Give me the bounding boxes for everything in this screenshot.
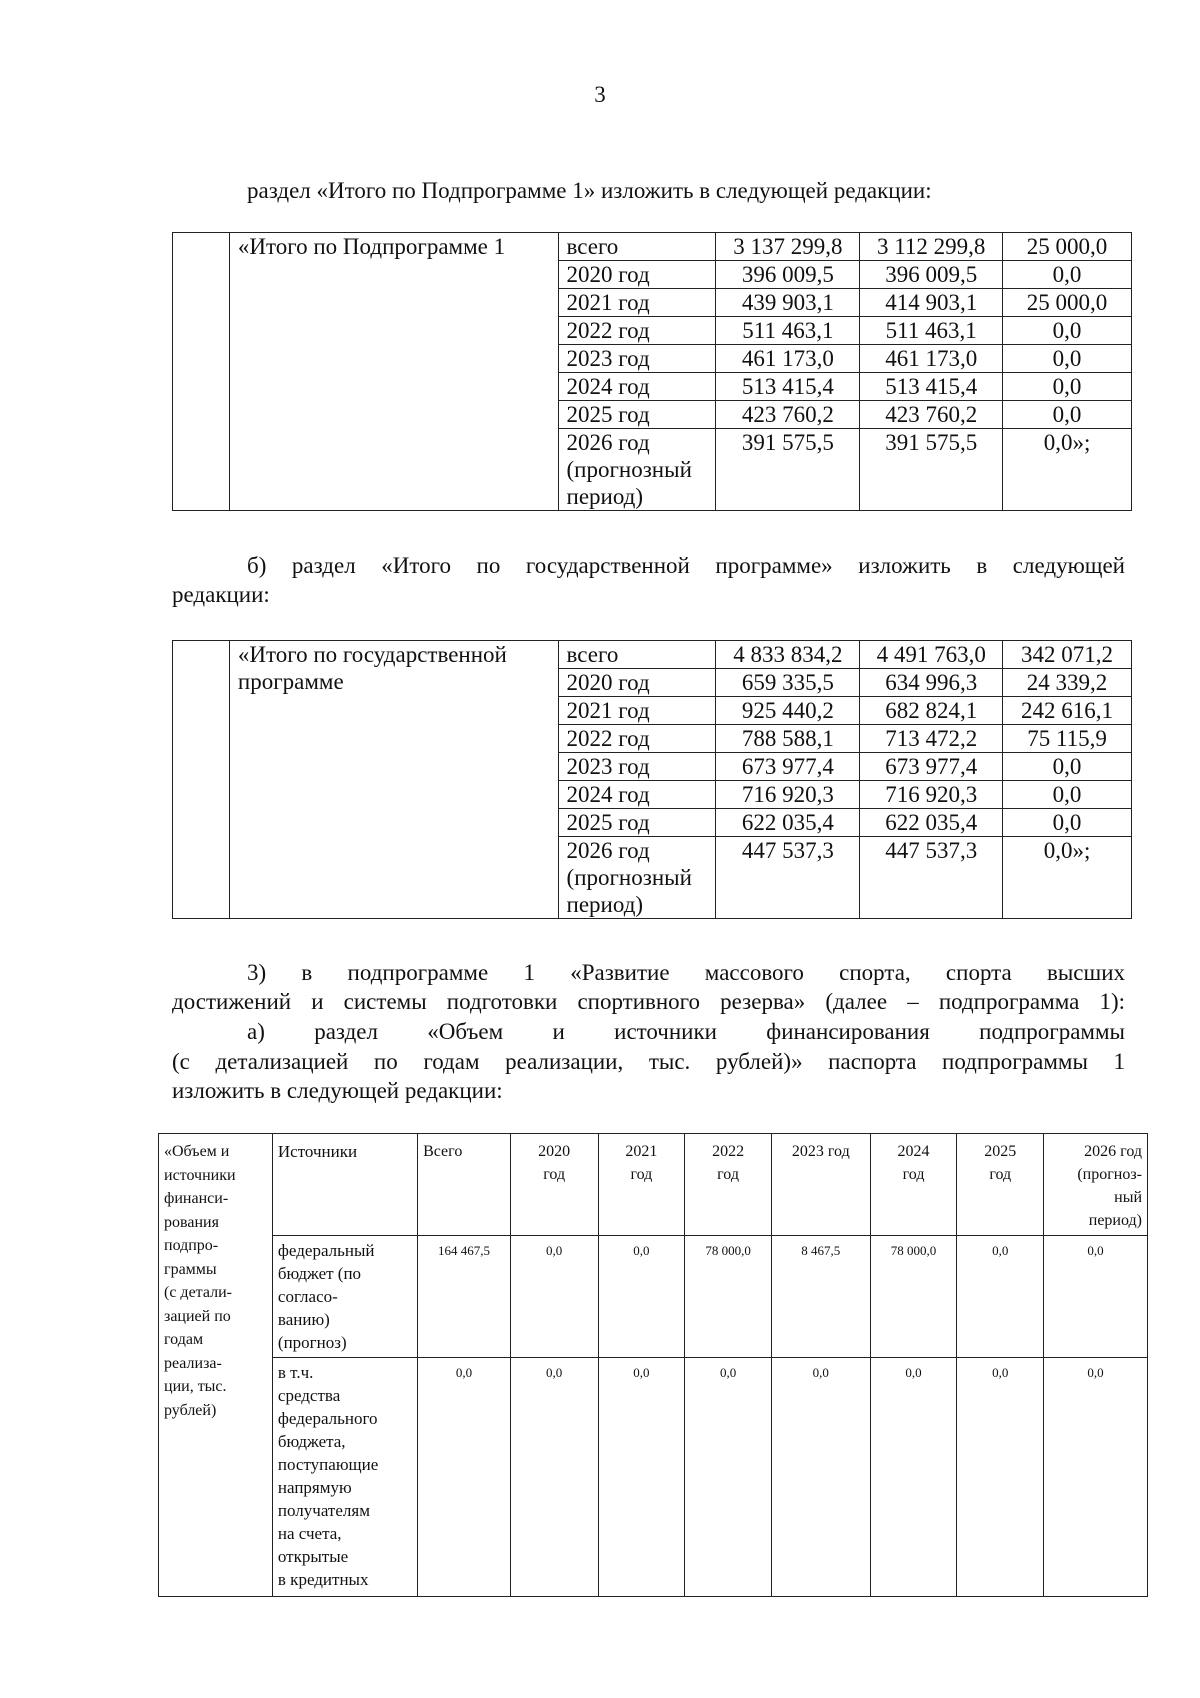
value-cell: 0,0 xyxy=(1044,1236,1148,1358)
budget-b-cell: 342 071,2 xyxy=(1003,641,1132,669)
para3-line1: 3) в подпрограмме 1 «Развитие массового спорта, спорта высших xyxy=(247,960,1125,985)
row-label-cell: «Итого по Подпрограмме 1 xyxy=(229,233,558,511)
header-2025: 2025 год xyxy=(957,1134,1044,1236)
value-cell: 0,0 xyxy=(771,1358,870,1597)
source-cell: в т.ч. средства федерального бюджета, поступающие напрямую получателям на счета, открытые в кредитных xyxy=(272,1358,417,1597)
header-total: Всего xyxy=(418,1134,511,1236)
header-2021: 2021 год xyxy=(598,1134,685,1236)
budget-a-cell: 634 996,3 xyxy=(860,669,1003,697)
total-cell: 447 537,3 xyxy=(716,837,860,919)
total-cell: 659 335,5 xyxy=(716,669,860,697)
total-cell: 4 833 834,2 xyxy=(716,641,860,669)
period-cell: 2023 год xyxy=(558,345,716,373)
period-cell: 2022 год xyxy=(558,317,716,345)
budget-b-cell: 242 616,1 xyxy=(1003,697,1132,725)
period-cell: всего xyxy=(558,233,716,261)
header-sources: Источники xyxy=(272,1134,417,1236)
period-cell: 2025 год xyxy=(558,809,716,837)
empty-number-cell xyxy=(173,641,230,919)
value-cell: 0,0 xyxy=(510,1236,598,1358)
value-cell: 0,0 xyxy=(418,1358,511,1597)
value-cell: 0,0 xyxy=(598,1236,685,1358)
value-cell: 78 000,0 xyxy=(870,1236,957,1358)
budget-a-cell: 396 009,5 xyxy=(860,261,1003,289)
state-program-total-table xyxy=(172,640,1132,919)
budget-a-cell: 713 472,2 xyxy=(860,725,1003,753)
value-cell: 0,0 xyxy=(510,1358,598,1597)
page-number: 3 xyxy=(594,82,606,107)
budget-a-cell: 447 537,3 xyxy=(860,837,1003,919)
budget-b-cell: 24 339,2 xyxy=(1003,669,1132,697)
value-cell: 0,0 xyxy=(685,1358,772,1597)
budget-a-cell: 716 920,3 xyxy=(860,781,1003,809)
header-2024: 2024 год xyxy=(870,1134,957,1236)
budget-b-cell: 25 000,0 xyxy=(1003,233,1132,261)
passport-header-row xyxy=(159,1134,1148,1236)
budget-b-cell: 0,0 xyxy=(1003,781,1132,809)
budget-a-cell: 391 575,5 xyxy=(860,429,1003,511)
header-2022: 2022 год xyxy=(685,1134,772,1236)
budget-b-cell: 0,0 xyxy=(1003,261,1132,289)
passport-direct-funds-row xyxy=(159,1358,1148,1597)
budget-a-cell: 513 415,4 xyxy=(860,373,1003,401)
intro-paragraph-1: раздел «Итого по Подпрограмме 1» изложить в следующей редакции: xyxy=(247,178,932,203)
period-cell: 2024 год xyxy=(558,373,716,401)
value-cell: 0,0 xyxy=(598,1358,685,1597)
budget-b-cell: 0,0 xyxy=(1003,401,1132,429)
total-cell: 716 920,3 xyxy=(716,781,860,809)
total-cell: 673 977,4 xyxy=(716,753,860,781)
budget-a-cell: 682 824,1 xyxy=(860,697,1003,725)
budget-b-cell: 0,0»; xyxy=(1003,837,1132,919)
value-cell: 164 467,5 xyxy=(418,1236,511,1358)
period-cell: всего xyxy=(558,641,716,669)
budget-b-cell: 0,0 xyxy=(1003,317,1132,345)
total-cell: 925 440,2 xyxy=(716,697,860,725)
period-cell: 2020 год xyxy=(558,261,716,289)
value-cell: 8 467,5 xyxy=(771,1236,870,1358)
header-2026: 2026 год (прогноз- ный период) xyxy=(1044,1134,1148,1236)
budget-b-cell: 0,0 xyxy=(1003,345,1132,373)
table-row xyxy=(173,641,1132,669)
budget-a-cell: 622 035,4 xyxy=(860,809,1003,837)
total-cell: 391 575,5 xyxy=(716,429,860,511)
total-cell: 513 415,4 xyxy=(716,373,860,401)
para3-line3: а) раздел «Объем и источники финансирования подпрограммы xyxy=(247,1019,1125,1044)
para3-line5: изложить в следующей редакции: xyxy=(172,1078,503,1103)
value-cell: 0,0 xyxy=(957,1358,1044,1597)
empty-number-cell xyxy=(173,233,230,511)
period-cell: 2023 год xyxy=(558,753,716,781)
total-cell: 3 137 299,8 xyxy=(716,233,860,261)
total-cell: 461 173,0 xyxy=(716,345,860,373)
para3-line2: достижений и системы подготовки спортивного резерва» (далее – подпрограмма 1): xyxy=(172,989,1125,1014)
period-cell: 2020 год xyxy=(558,669,716,697)
budget-a-cell: 4 491 763,0 xyxy=(860,641,1003,669)
row-label-cell: «Итого по государственной программе xyxy=(229,641,558,919)
total-cell: 423 760,2 xyxy=(716,401,860,429)
total-cell: 439 903,1 xyxy=(716,289,860,317)
period-cell: 2022 год xyxy=(558,725,716,753)
period-cell: 2026 год (прогнозный период) xyxy=(558,837,716,919)
para3-line4: (с детализацией по годам реализации, тыс. рублей)» паспорта подпрограммы 1 xyxy=(172,1049,1125,1074)
period-cell: 2021 год xyxy=(558,697,716,725)
budget-a-cell: 423 760,2 xyxy=(860,401,1003,429)
value-cell: 0,0 xyxy=(957,1236,1044,1358)
intro-paragraph-2-line2: редакции: xyxy=(172,582,270,607)
period-cell: 2021 год xyxy=(558,289,716,317)
budget-b-cell: 25 000,0 xyxy=(1003,289,1132,317)
table-row xyxy=(173,233,1132,261)
budget-a-cell: 3 112 299,8 xyxy=(860,233,1003,261)
total-cell: 396 009,5 xyxy=(716,261,860,289)
value-cell: 0,0 xyxy=(870,1358,957,1597)
budget-b-cell: 0,0 xyxy=(1003,373,1132,401)
passport-label-cell: «Объем и источники финанси- рования подпро- граммы (с детали- зацией по годам реализа- ции, тыс. рублей) xyxy=(159,1134,273,1597)
total-cell: 511 463,1 xyxy=(716,317,860,345)
total-cell: 622 035,4 xyxy=(716,809,860,837)
header-2020: 2020 год xyxy=(510,1134,598,1236)
header-2023: 2023 год xyxy=(771,1134,870,1236)
budget-b-cell: 0,0 xyxy=(1003,809,1132,837)
passport-federal-budget-row xyxy=(159,1236,1148,1358)
value-cell: 0,0 xyxy=(1044,1358,1148,1597)
budget-b-cell: 75 115,9 xyxy=(1003,725,1132,753)
source-cell: федеральный бюджет (по согласо- ванию) (прогноз) xyxy=(272,1236,417,1358)
total-cell: 788 588,1 xyxy=(716,725,860,753)
budget-b-cell: 0,0 xyxy=(1003,753,1132,781)
passport-financing-table xyxy=(158,1133,1148,1597)
period-cell: 2024 год xyxy=(558,781,716,809)
budget-a-cell: 673 977,4 xyxy=(860,753,1003,781)
period-cell: 2025 год xyxy=(558,401,716,429)
value-cell: 78 000,0 xyxy=(685,1236,772,1358)
period-cell: 2026 год (прогнозный период) xyxy=(558,429,716,511)
budget-b-cell: 0,0»; xyxy=(1003,429,1132,511)
intro-paragraph-2-line1: б) раздел «Итого по государственной программе» изложить в следующей xyxy=(247,553,1125,578)
subprogram-1-total-table xyxy=(172,232,1132,511)
budget-a-cell: 511 463,1 xyxy=(860,317,1003,345)
budget-a-cell: 414 903,1 xyxy=(860,289,1003,317)
budget-a-cell: 461 173,0 xyxy=(860,345,1003,373)
